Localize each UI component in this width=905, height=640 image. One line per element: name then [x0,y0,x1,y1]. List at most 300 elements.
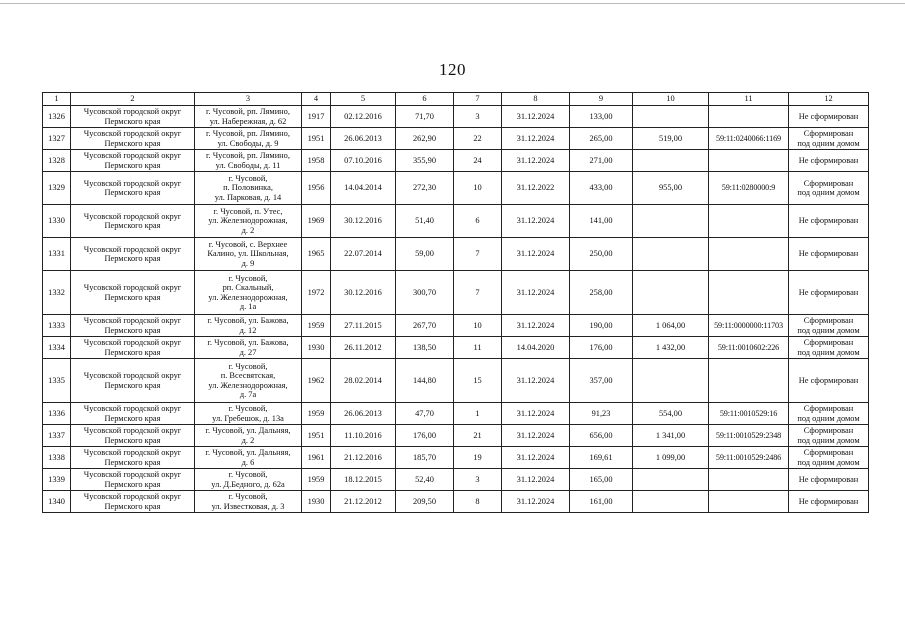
count-cell: 7 [454,271,502,315]
build-year-cell: 1959 [302,403,331,425]
land-area-cell: 1 341,00 [633,425,709,447]
area-cell: 59,00 [396,238,454,271]
municipality-cell [71,491,195,513]
area-cell: 262,90 [396,128,454,150]
column-header: 12 [789,93,869,106]
status-cell-line: под одним домом [797,457,860,467]
value-cell: 271,00 [570,150,633,172]
municipality-cell-line: Чусовской городской округ [83,151,182,161]
municipality-cell-line: Пермского края [104,160,161,170]
address-cell-line: д. 2 [241,225,255,235]
build-year-cell: 1961 [302,447,331,469]
municipality-cell-line: Пермского края [104,292,161,302]
area-cell: 176,00 [396,425,454,447]
value-cell: 169,61 [570,447,633,469]
value-cell: 250,00 [570,238,633,271]
address-cell [195,315,302,337]
municipality-cell [71,469,195,491]
table-row [43,359,869,403]
deadline-cell: 31.12.2024 [502,469,570,491]
row-number: 1327 [43,128,71,150]
municipality-cell-line: Пермского края [104,347,161,357]
municipality-cell-line: Пермского края [104,479,161,489]
municipality-cell [71,403,195,425]
address-cell-line: г. Чусовой, п. Утес, [213,206,283,216]
build-year-cell: 1930 [302,491,331,513]
table-row [43,172,869,205]
address-cell-line: г. Чусовой, [228,273,268,283]
row-number: 1329 [43,172,71,205]
address-cell-line: г. Чусовой, рп. Лямино, [206,151,290,161]
area-cell: 185,70 [396,447,454,469]
date-cell: 18.12.2015 [331,469,396,491]
municipality-cell-line: Пермского края [104,254,161,263]
status-cell-line: под одним домом [797,188,860,197]
area-cell: 355,90 [396,150,454,172]
count-cell: 24 [454,150,502,172]
column-header: 4 [302,93,331,106]
build-year-cell: 1959 [302,469,331,491]
address-cell [195,238,302,271]
land-area-cell [633,205,709,238]
status-cell-line: Сформирован [803,426,854,436]
address-cell-line: д. 1а [239,301,257,311]
date-cell: 30.12.2016 [331,271,396,315]
address-cell-line: д. 9 [241,258,255,268]
municipality-cell-line: Чусовской городской округ [83,470,182,480]
area-cell: 52,40 [396,469,454,491]
land-area-cell: 1 064,00 [633,315,709,337]
count-cell: 22 [454,128,502,150]
land-area-cell [633,491,709,513]
municipality-cell-line: Чусовской городской округ [83,338,182,348]
land-area-cell: 1 099,00 [633,447,709,469]
cadastral-number-cell [709,150,789,172]
column-header: 6 [396,93,454,106]
municipality-cell-line: Чусовской городской округ [83,244,182,254]
column-header: 5 [331,93,396,106]
address-cell-line: ул. Железнодорожная, [208,216,288,226]
land-area-cell: 519,00 [633,128,709,150]
status-cell [789,403,869,425]
cadastral-number-cell [709,271,789,315]
date-cell: 22.07.2014 [331,238,396,271]
area-cell: 272,30 [396,172,454,205]
value-cell: 91,23 [570,403,633,425]
address-cell-line: д. 7а [239,389,257,399]
address-cell [195,106,302,128]
date-cell: 26.06.2013 [331,403,396,425]
cadastral-number-cell: 59:11:0010602:226 [709,337,789,359]
table-row [43,469,869,491]
municipality-cell [71,337,195,359]
build-year-cell: 1958 [302,150,331,172]
municipality-cell [71,238,195,271]
deadline-cell: 31.12.2024 [502,359,570,403]
status-cell [789,337,869,359]
address-cell [195,491,302,513]
area-cell: 71,70 [396,106,454,128]
build-year-cell: 1951 [302,128,331,150]
address-cell [195,150,302,172]
land-area-cell [633,469,709,491]
deadline-cell: 31.12.2024 [502,150,570,172]
area-cell: 144,80 [396,359,454,403]
municipality-cell [71,315,195,337]
count-cell: 3 [454,106,502,128]
address-cell-line: г. Чусовой, [228,470,268,480]
row-number: 1331 [43,238,71,271]
deadline-cell: 31.12.2024 [502,205,570,238]
address-cell-line: п. Всесвятская, [220,371,276,381]
status-cell [789,315,869,337]
date-cell: 27.11.2015 [331,315,396,337]
build-year-cell: 1972 [302,271,331,315]
row-number: 1334 [43,337,71,359]
table-header-row [43,93,869,106]
value-cell: 133,00 [570,106,633,128]
cadastral-number-cell [709,205,789,238]
cadastral-number-cell [709,359,789,403]
table-row [43,238,869,271]
land-area-cell [633,238,709,271]
deadline-cell: 31.12.2024 [502,425,570,447]
address-cell-line: г. Чусовой, ул. Бажова, [207,316,289,326]
address-cell-line: г. Чусовой, рп. Лямино, [206,107,290,117]
table-row [43,150,869,172]
status-cell [789,271,869,315]
count-cell: 3 [454,469,502,491]
table-row [43,491,869,513]
cadastral-number-cell [709,491,789,513]
deadline-cell: 31.12.2024 [502,106,570,128]
address-cell-line: г. Чусовой, [228,492,268,502]
municipality-cell-line: Чусовской городской округ [83,316,182,326]
status-cell [789,425,869,447]
address-cell-line: ул. Парковая, д. 14 [214,192,282,202]
table-row [43,271,869,315]
count-cell: 21 [454,425,502,447]
address-cell [195,337,302,359]
build-year-cell: 1951 [302,425,331,447]
cadastral-number-cell: 59:11:0280000:9 [709,172,789,205]
status-cell-line: Не сформирован [798,216,859,226]
status-cell-line: под одним домом [797,138,860,148]
address-cell-line: д. 6 [241,457,255,467]
area-cell: 267,70 [396,315,454,337]
build-year-cell: 1962 [302,359,331,403]
column-header: 8 [502,93,570,106]
row-number: 1340 [43,491,71,513]
municipality-cell [71,425,195,447]
status-cell-line: Не сформирован [798,249,859,259]
count-cell: 15 [454,359,502,403]
municipality-cell [71,172,195,205]
status-cell-line: Не сформирован [798,111,859,121]
build-year-cell: 1917 [302,106,331,128]
status-cell-line: Сформирован [803,448,854,458]
deadline-cell: 31.12.2024 [502,315,570,337]
address-cell-line: ул. Д.Бедного, д. 62а [211,479,285,489]
housing-register-table [42,92,869,513]
deadline-cell: 31.12.2024 [502,128,570,150]
address-cell-line: ул. Свободы, д. 11 [215,160,281,170]
status-cell [789,205,869,238]
row-number: 1335 [43,359,71,403]
address-cell [195,359,302,403]
status-cell-line: Сформирован [803,338,854,348]
column-header: 3 [195,93,302,106]
column-header: 2 [71,93,195,106]
cadastral-number-cell: 59:11:0240066:1169 [709,128,789,150]
status-cell [789,469,869,491]
municipality-cell-line: Чусовской городской округ [83,178,182,188]
address-cell [195,205,302,238]
row-number: 1328 [43,150,71,172]
address-cell-line: ул. Гребешок, д. 13а [212,413,284,423]
page-number: 120 [439,60,466,79]
value-cell: 161,00 [570,491,633,513]
value-cell: 165,00 [570,469,633,491]
municipality-cell-line: Пермского края [104,221,161,230]
address-cell-line: г. Чусовой, ул. Дальняя, [205,426,291,436]
status-cell [789,128,869,150]
address-cell [195,447,302,469]
address-cell-line: рп. Скальный, [222,283,274,293]
municipality-cell-line: Чусовской городской округ [83,448,182,458]
column-header: 11 [709,93,789,106]
row-number: 1339 [43,469,71,491]
table-row [43,403,869,425]
municipality-cell-line: Пермского края [104,116,161,126]
cadastral-number-cell: 59:11:0010529:2348 [709,425,789,447]
build-year-cell: 1956 [302,172,331,205]
address-cell-line: ул. Свободы, д. 9 [217,138,279,148]
scan-top-edge [0,3,905,4]
address-cell-line: г. Чусовой, с. Верхнее [208,239,288,249]
count-cell: 10 [454,315,502,337]
status-cell [789,172,869,205]
address-cell-line: Калино, ул. Школьная, [207,249,289,259]
address-cell-line: д. 12 [239,325,257,335]
value-cell: 258,00 [570,271,633,315]
table-row [43,205,869,238]
table-row [43,128,869,150]
deadline-cell: 31.12.2024 [502,238,570,271]
address-cell-line: п. Половинка, [223,183,273,193]
municipality-cell-line: Чусовской городской округ [83,371,182,381]
column-header: 10 [633,93,709,106]
row-number: 1337 [43,425,71,447]
status-cell-line: под одним домом [797,325,860,335]
land-area-cell [633,106,709,128]
address-cell-line: г. Чусовой, ул. Бажова, [207,338,289,348]
cadastral-number-cell [709,469,789,491]
municipality-cell-line: Пермского края [104,413,161,423]
deadline-cell: 14.04.2020 [502,337,570,359]
row-number: 1338 [43,447,71,469]
column-header: 9 [570,93,633,106]
value-cell: 656,00 [570,425,633,447]
status-cell [789,106,869,128]
status-cell-line: под одним домом [797,413,860,423]
status-cell [789,238,869,271]
status-cell-line: Сформирован [803,404,854,414]
row-number: 1333 [43,315,71,337]
address-cell [195,403,302,425]
municipality-cell [71,106,195,128]
value-cell: 265,00 [570,128,633,150]
status-cell-line: Сформирован [803,129,854,139]
municipality-cell [71,128,195,150]
status-cell-line: Не сформирован [798,287,859,297]
municipality-cell-line: Пермского края [104,138,161,148]
count-cell: 7 [454,238,502,271]
date-cell: 21.12.2016 [331,447,396,469]
date-cell: 28.02.2014 [331,359,396,403]
status-cell-line: под одним домом [797,435,860,445]
date-cell: 30.12.2016 [331,205,396,238]
address-cell-line: ул. Железнодорожная, [208,380,288,390]
status-cell-line: Сформирован [803,178,854,188]
row-number: 1330 [43,205,71,238]
count-cell: 8 [454,491,502,513]
status-cell [789,359,869,403]
column-header: 1 [43,93,71,106]
address-cell-line: г. Чусовой, [228,404,268,414]
date-cell: 26.06.2013 [331,128,396,150]
municipality-cell [71,150,195,172]
value-cell: 433,00 [570,172,633,205]
status-cell [789,447,869,469]
address-cell-line: г. Чусовой, [228,173,268,183]
land-area-cell: 955,00 [633,172,709,205]
cadastral-number-cell: 59:11:0010529:2486 [709,447,789,469]
area-cell: 300,70 [396,271,454,315]
municipality-cell-line: Пермского края [104,435,161,445]
value-cell: 190,00 [570,315,633,337]
build-year-cell: 1969 [302,205,331,238]
land-area-cell [633,359,709,403]
deadline-cell: 31.12.2024 [502,271,570,315]
address-cell-line: г. Чусовой, рп. Лямино, [206,129,290,139]
area-cell: 47,70 [396,403,454,425]
status-cell [789,150,869,172]
address-cell-line: д. 27 [239,347,257,357]
municipality-cell-line: Пермского края [104,380,161,390]
address-cell-line: г. Чусовой, [228,361,268,371]
build-year-cell: 1959 [302,315,331,337]
area-cell: 209,50 [396,491,454,513]
municipality-cell-line: Пермского края [104,188,161,197]
count-cell: 11 [454,337,502,359]
cadastral-number-cell: 59:11:0000000:11703 [709,315,789,337]
address-cell [195,271,302,315]
land-area-cell [633,271,709,315]
deadline-cell: 31.12.2024 [502,491,570,513]
municipality-cell-line: Пермского края [104,457,161,467]
address-cell-line: ул. Известковая, д. 3 [211,501,285,511]
table-row [43,337,869,359]
municipality-cell [71,271,195,315]
status-cell [789,491,869,513]
land-area-cell: 1 432,00 [633,337,709,359]
deadline-cell: 31.12.2022 [502,172,570,205]
row-number: 1326 [43,106,71,128]
municipality-cell [71,359,195,403]
address-cell-line: ул. Набережная, д. 62 [209,116,287,126]
area-cell: 51,40 [396,205,454,238]
municipality-cell-line: Пермского края [104,501,161,511]
area-cell: 138,50 [396,337,454,359]
land-area-cell [633,150,709,172]
cadastral-number-cell [709,106,789,128]
table-row [43,425,869,447]
build-year-cell: 1930 [302,337,331,359]
table-body [43,106,869,513]
address-cell [195,469,302,491]
table-row [43,447,869,469]
count-cell: 10 [454,172,502,205]
municipality-cell [71,205,195,238]
table-row [43,106,869,128]
address-cell-line: ул. Железнодорожная, [208,292,288,302]
row-number: 1336 [43,403,71,425]
municipality-cell-line: Чусовской городской округ [83,404,182,414]
status-cell-line: Не сформирован [798,496,859,506]
address-cell [195,425,302,447]
cadastral-number-cell: 59:11:0010529:16 [709,403,789,425]
deadline-cell: 31.12.2024 [502,447,570,469]
status-cell-line: Не сформирован [798,375,859,385]
value-cell: 141,00 [570,205,633,238]
municipality-cell [71,447,195,469]
date-cell: 14.04.2014 [331,172,396,205]
municipality-cell-line: Чусовской городской округ [83,107,182,117]
address-cell-line: д. 2 [241,435,255,445]
table-row [43,315,869,337]
municipality-cell-line: Чусовской городской округ [83,426,182,436]
row-number: 1332 [43,271,71,315]
status-cell-line: Не сформирован [798,155,859,165]
date-cell: 21.12.2012 [331,491,396,513]
land-area-cell: 554,00 [633,403,709,425]
municipality-cell-line: Чусовской городской округ [83,129,182,139]
address-cell [195,172,302,205]
status-cell-line: Не сформирован [798,474,859,484]
municipality-cell-line: Чусовской городской округ [83,283,182,293]
date-cell: 11.10.2016 [331,425,396,447]
count-cell: 19 [454,447,502,469]
address-cell-line: г. Чусовой, ул. Дальняя, [205,448,291,458]
status-cell-line: под одним домом [797,347,860,357]
date-cell: 02.12.2016 [331,106,396,128]
address-cell [195,128,302,150]
build-year-cell: 1965 [302,238,331,271]
value-cell: 176,00 [570,337,633,359]
municipality-cell-line: Пермского края [104,325,161,335]
deadline-cell: 31.12.2024 [502,403,570,425]
value-cell: 357,00 [570,359,633,403]
count-cell: 1 [454,403,502,425]
date-cell: 07.10.2016 [331,150,396,172]
column-header: 7 [454,93,502,106]
municipality-cell-line: Чусовской городской округ [83,211,182,221]
municipality-cell-line: Чусовской городской округ [83,492,182,502]
cadastral-number-cell [709,238,789,271]
status-cell-line: Сформирован [803,316,854,326]
date-cell: 26.11.2012 [331,337,396,359]
